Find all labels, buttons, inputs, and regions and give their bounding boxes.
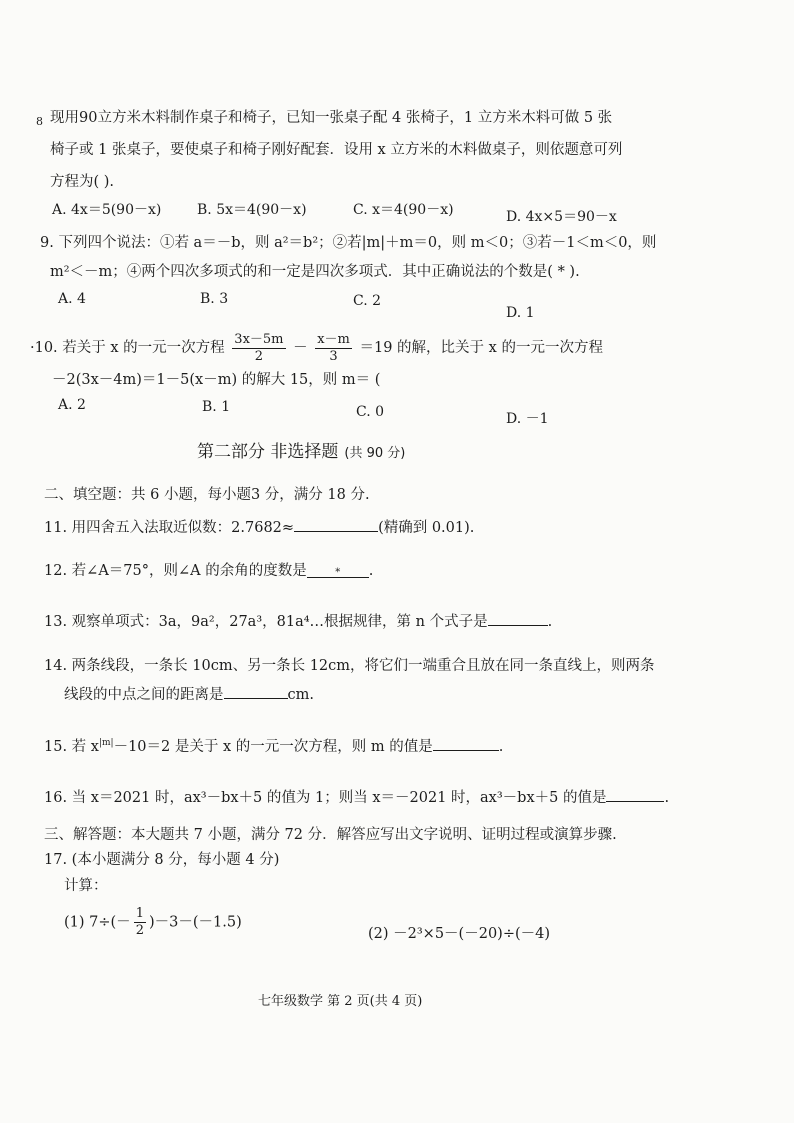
q15-text-2: －10＝2 是关于 x 的一元一次方程，则 m 的值是 <box>113 738 433 755</box>
q14-suffix: cm. <box>287 687 314 703</box>
q12 <box>44 561 373 581</box>
q10-frac1-num: 3x－5m <box>234 331 284 347</box>
solve-header: 三、解答题：本大题共 7 小题，满分 72 分．解答应写出文字说明、证明过程或演算步骤. <box>44 827 617 843</box>
q9-option-d: D. 1 <box>506 305 535 321</box>
q11-text: 11. 用四舍五入法取近似数：2.7682≈ <box>44 520 295 536</box>
q9-option-a: A. 4 <box>58 291 86 307</box>
q8-line2: 椅子或 1 张桌子，要使桌子和椅子刚好配套．设用 x 立方米的木料做桌子，则依题意可列 <box>50 142 623 158</box>
q10-tail: ＝19 的解，比关于 x 的一元一次方程 <box>359 340 603 356</box>
q13 <box>44 611 552 632</box>
q17-part1-text: (1) 7÷(－ <box>64 914 131 931</box>
q17-part1-text-2: )－3－(－1.5) <box>148 914 242 931</box>
q10-frac2-num: x－m <box>317 331 350 347</box>
q16-blank <box>606 787 664 802</box>
q10-option-b: B. 1 <box>202 399 231 415</box>
q14-text: 线段的中点之间的距离是 <box>64 687 224 703</box>
q17-calc-label: 计算： <box>64 878 108 894</box>
part2-title: 第二部分 非选择题 <box>197 442 339 462</box>
q11 <box>44 517 474 538</box>
q10-option-a: A. 2 <box>58 397 86 413</box>
q12-blank: * <box>307 563 369 578</box>
q17-part1 <box>64 906 242 939</box>
q16 <box>44 787 669 808</box>
q10-option-d: D. －1 <box>506 411 549 427</box>
part2-heading <box>197 437 405 462</box>
q8-line1: 现用90立方米木料制作桌子和椅子，已知一张桌子配 4 张椅子，1 立方米木料可做 5 张 <box>50 110 613 126</box>
q11-suffix: (精确到 0.01). <box>378 520 475 536</box>
q14-blank <box>224 684 288 699</box>
q15-exponent: |m| <box>98 738 114 748</box>
q16-text: 16. 当 x＝2021 时，ax³－bx＋5 的值为 1；则当 x＝－2021 时，ax³－bx＋5 的值是 <box>44 790 607 806</box>
q10-lead: ·10. 若关于 x 的一元一次方程 <box>30 340 225 356</box>
q13-blank <box>488 611 548 626</box>
margin-mark: 8 <box>36 115 43 128</box>
q17-part1-fraction <box>134 906 146 939</box>
q15-text: 15. 若 x <box>44 738 99 755</box>
q10-line1 <box>30 331 603 365</box>
q10-option-c: C. 0 <box>356 404 385 420</box>
q10-frac1-den: 2 <box>254 348 264 364</box>
q13-text: 13. 观察单项式：3a，9a²，27a³，81a⁴…根据规律，第 n 个式子是 <box>44 614 488 630</box>
q8-option-d: D. 4x×5＝90－x <box>506 209 617 225</box>
q10-frac2-den: 3 <box>329 348 338 364</box>
q12-text: 12. 若∠A＝75°，则∠A 的余角的度数是 <box>44 563 307 579</box>
q9-option-b: B. 3 <box>200 291 229 307</box>
q13-suffix: . <box>547 614 553 630</box>
q14-line2 <box>64 684 314 705</box>
q16-suffix: . <box>664 790 670 806</box>
q10-fraction-1 <box>232 332 285 365</box>
q11-blank <box>294 517 378 532</box>
q17-frac-den: 2 <box>135 923 144 938</box>
q8-option-c: C. x＝4(90－x) <box>353 202 454 218</box>
q8-line3: 方程为( ). <box>50 174 115 190</box>
page-footer: 七年级数学 第 2 页(共 4 页) <box>258 994 423 1009</box>
q14-line1: 14. 两条线段，一条长 10cm、另一条长 12cm，将它们一端重合且放在同一条直线上，则两条 <box>44 658 655 674</box>
q17-part2: (2) －2³×5－(－20)÷(－4) <box>368 926 551 942</box>
q17-header: 17. (本小题满分 8 分，每小题 4 分) <box>44 852 280 868</box>
q17-frac-num: 1 <box>135 906 144 921</box>
fill-header: 二、填空题：共 6 小题，每小题3 分，满分 18 分. <box>44 487 370 503</box>
q9-line1: 9. 下列四个说法：①若 a＝－b，则 a²＝b²；②若|m|＋m＝0，则 m＜0；③若－1＜m＜0，则 <box>40 235 657 251</box>
q15 <box>44 733 503 757</box>
q10-fraction-2 <box>315 332 352 365</box>
q15-blank <box>433 736 499 751</box>
q8-option-a: A. 4x＝5(90－x) <box>52 202 162 218</box>
q12-suffix: . <box>368 563 374 579</box>
q9-line2: m²＜－m；④两个四次多项式的和一定是四次多项式．其中正确说法的个数是( * ). <box>50 264 580 280</box>
q10-line2: －2(3x－4m)＝1－5(x－m) 的解大 15，则 m＝ ( <box>52 372 381 388</box>
q10-minus: － <box>293 340 308 356</box>
q15-suffix: . <box>498 738 504 755</box>
part2-subtitle: (共 90 分) <box>344 446 406 461</box>
q8-option-b: B. 5x＝4(90－x) <box>197 202 307 218</box>
q9-option-c: C. 2 <box>353 293 382 309</box>
